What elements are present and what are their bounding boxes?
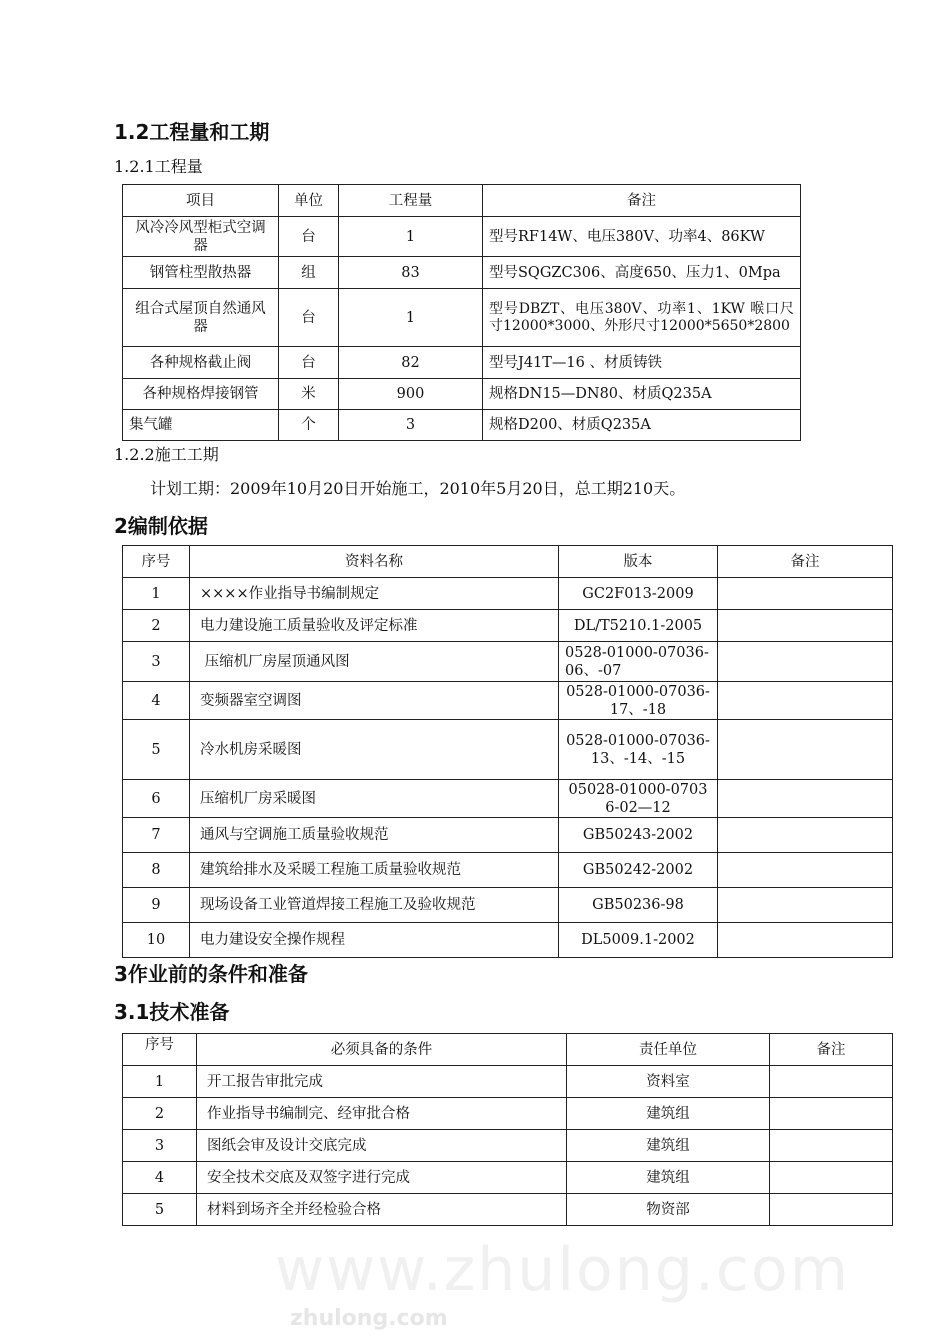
cell-doc-name: 通风与空调施工质量验收规范 (190, 818, 559, 853)
header-condition: 必须具备的条件 (197, 1034, 567, 1066)
cell-unit: 台 (279, 217, 339, 257)
cell-responsible: 建筑组 (567, 1130, 770, 1162)
cell-condition: 作业指导书编制完、经审批合格 (197, 1098, 567, 1130)
table-row (123, 853, 893, 888)
cell-version: 0528-01000-07036-13、-14、-15 (559, 720, 718, 780)
cell-unit: 个 (279, 410, 339, 441)
cell-no: 8 (123, 853, 190, 888)
cell-version: 05028-01000-07036-02—12 (559, 780, 718, 818)
cell-no: 3 (123, 642, 190, 682)
cell-condition: 开工报告审批完成 (197, 1066, 567, 1098)
cell-version: DL/T5210.1-2005 (559, 610, 718, 642)
basis-table (122, 545, 893, 958)
table-row (123, 217, 801, 257)
cell-responsible: 建筑组 (567, 1098, 770, 1130)
table-row (123, 610, 893, 642)
table-row (123, 780, 893, 818)
cell-doc-name: ××××作业指导书编制规定 (190, 578, 559, 610)
cell-item: 钢管柱型散热器 (123, 257, 279, 289)
cell-quantity: 900 (339, 379, 483, 410)
section-1-2-title: 1.2工程量和工期 (114, 120, 270, 144)
cell-no: 4 (123, 682, 190, 720)
table-row (123, 410, 801, 441)
table-header-row (123, 1034, 893, 1066)
table-row (123, 1098, 893, 1130)
cell-remark (718, 642, 893, 682)
cell-no: 10 (123, 923, 190, 958)
cell-remark: 型号SQGZC306、高度650、压力1、0Mpa (483, 257, 801, 289)
cell-unit: 米 (279, 379, 339, 410)
table-row (123, 1194, 893, 1226)
cell-doc-name: 建筑给排水及采暖工程施工质量验收规范 (190, 853, 559, 888)
cell-remark (718, 780, 893, 818)
cell-no: 2 (123, 1098, 197, 1130)
cell-remark: 规格DN15—DN80、材质Q235A (483, 379, 801, 410)
cell-condition: 安全技术交底及双签字进行完成 (197, 1162, 567, 1194)
quantity-table (122, 184, 801, 441)
cell-remark (770, 1130, 893, 1162)
cell-quantity: 82 (339, 347, 483, 379)
cell-unit: 组 (279, 257, 339, 289)
cell-quantity: 1 (339, 217, 483, 257)
cell-remark (718, 888, 893, 923)
cell-remark (718, 818, 893, 853)
prep-table (122, 1033, 893, 1226)
cell-remark (718, 578, 893, 610)
table-row (123, 888, 893, 923)
cell-doc-name: 冷水机房采暖图 (190, 720, 559, 780)
header-item: 项目 (123, 185, 279, 217)
cell-unit: 台 (279, 347, 339, 379)
cell-remark (770, 1098, 893, 1130)
table-row (123, 720, 893, 780)
cell-version: 0528-01000-07036-06、-07 (559, 642, 718, 682)
watermark-large: www.zhulong.com (275, 1235, 851, 1305)
cell-responsible: 建筑组 (567, 1162, 770, 1194)
table-row (123, 1130, 893, 1162)
cell-no: 3 (123, 1130, 197, 1162)
table-row (123, 1162, 893, 1194)
cell-item: 集气罐 (123, 410, 279, 441)
cell-doc-name: 电力建设安全操作规程 (190, 923, 559, 958)
cell-no: 9 (123, 888, 190, 923)
table-header-row (123, 546, 893, 578)
schedule-text: 计划工期：2009年10月20日开始施工，2010年5月20日，总工期210天。 (150, 479, 686, 498)
cell-doc-name: 现场设备工业管道焊接工程施工及验收规范 (190, 888, 559, 923)
section-2-title: 2编制依据 (114, 514, 208, 538)
cell-item: 风冷冷风型柜式空调器 (123, 217, 279, 257)
section-1-2-1-title: 1.2.1工程量 (114, 157, 203, 176)
cell-quantity: 83 (339, 257, 483, 289)
cell-item: 各种规格截止阀 (123, 347, 279, 379)
cell-condition: 图纸会审及设计交底完成 (197, 1130, 567, 1162)
cell-version: GB50243-2002 (559, 818, 718, 853)
header-no: 序号 (123, 546, 190, 578)
cell-condition: 材料到场齐全并经检验合格 (197, 1194, 567, 1226)
header-remark: 备注 (483, 185, 801, 217)
cell-unit: 台 (279, 289, 339, 347)
cell-no: 7 (123, 818, 190, 853)
table-row (123, 379, 801, 410)
header-quantity: 工程量 (339, 185, 483, 217)
cell-item: 组合式屋顶自然通风器 (123, 289, 279, 347)
header-no: 序号 (123, 1034, 197, 1066)
cell-remark (718, 923, 893, 958)
cell-version: 0528-01000-07036-17、-18 (559, 682, 718, 720)
cell-quantity: 1 (339, 289, 483, 347)
cell-no: 1 (123, 578, 190, 610)
table-row (123, 347, 801, 379)
cell-item: 各种规格焊接钢管 (123, 379, 279, 410)
table-row (123, 923, 893, 958)
cell-responsible: 物资部 (567, 1194, 770, 1226)
cell-version: DL5009.1-2002 (559, 923, 718, 958)
header-doc-name: 资料名称 (190, 546, 559, 578)
section-1-2-2-title: 1.2.2施工工期 (114, 445, 219, 464)
header-responsible: 责任单位 (567, 1034, 770, 1066)
cell-remark (718, 610, 893, 642)
header-unit: 单位 (279, 185, 339, 217)
table-row (123, 289, 801, 347)
cell-remark: 型号DBZT、电压380V、功率1、1KW 喉口尺寸12000*3000、外形尺寸12000*5650*2800 (483, 289, 801, 347)
cell-version: GB50242-2002 (559, 853, 718, 888)
cell-responsible: 资料室 (567, 1066, 770, 1098)
cell-version: GB50236-98 (559, 888, 718, 923)
table-row (123, 1066, 893, 1098)
cell-quantity: 3 (339, 410, 483, 441)
cell-doc-name: 变频器室空调图 (190, 682, 559, 720)
cell-no: 5 (123, 1194, 197, 1226)
cell-no: 6 (123, 780, 190, 818)
cell-version: GC2F013-2009 (559, 578, 718, 610)
table-row (123, 642, 893, 682)
cell-remark: 规格D200、材质Q235A (483, 410, 801, 441)
table-row (123, 578, 893, 610)
cell-remark (770, 1162, 893, 1194)
cell-remark (718, 853, 893, 888)
table-header-row (123, 185, 801, 217)
cell-no: 2 (123, 610, 190, 642)
table-row (123, 257, 801, 289)
cell-no: 4 (123, 1162, 197, 1194)
watermark-small: zhulong.com (290, 1306, 448, 1331)
table-row (123, 818, 893, 853)
cell-remark (770, 1066, 893, 1098)
cell-remark (718, 720, 893, 780)
table-row (123, 682, 893, 720)
cell-doc-name: 压缩机厂房屋顶通风图 (190, 642, 559, 682)
cell-remark (718, 682, 893, 720)
cell-no: 1 (123, 1066, 197, 1098)
cell-remark (770, 1194, 893, 1226)
header-remark: 备注 (770, 1034, 893, 1066)
cell-doc-name: 电力建设施工质量验收及评定标准 (190, 610, 559, 642)
cell-remark: 型号J41T—16 、材质铸铁 (483, 347, 801, 379)
cell-doc-name: 压缩机厂房采暖图 (190, 780, 559, 818)
cell-remark: 型号RF14W、电压380V、功率4、86KW (483, 217, 801, 257)
section-3-title: 3作业前的条件和准备 (114, 962, 308, 986)
header-version: 版本 (559, 546, 718, 578)
cell-no: 5 (123, 720, 190, 780)
section-3-1-title: 3.1技术准备 (114, 1000, 230, 1024)
header-remark: 备注 (718, 546, 893, 578)
